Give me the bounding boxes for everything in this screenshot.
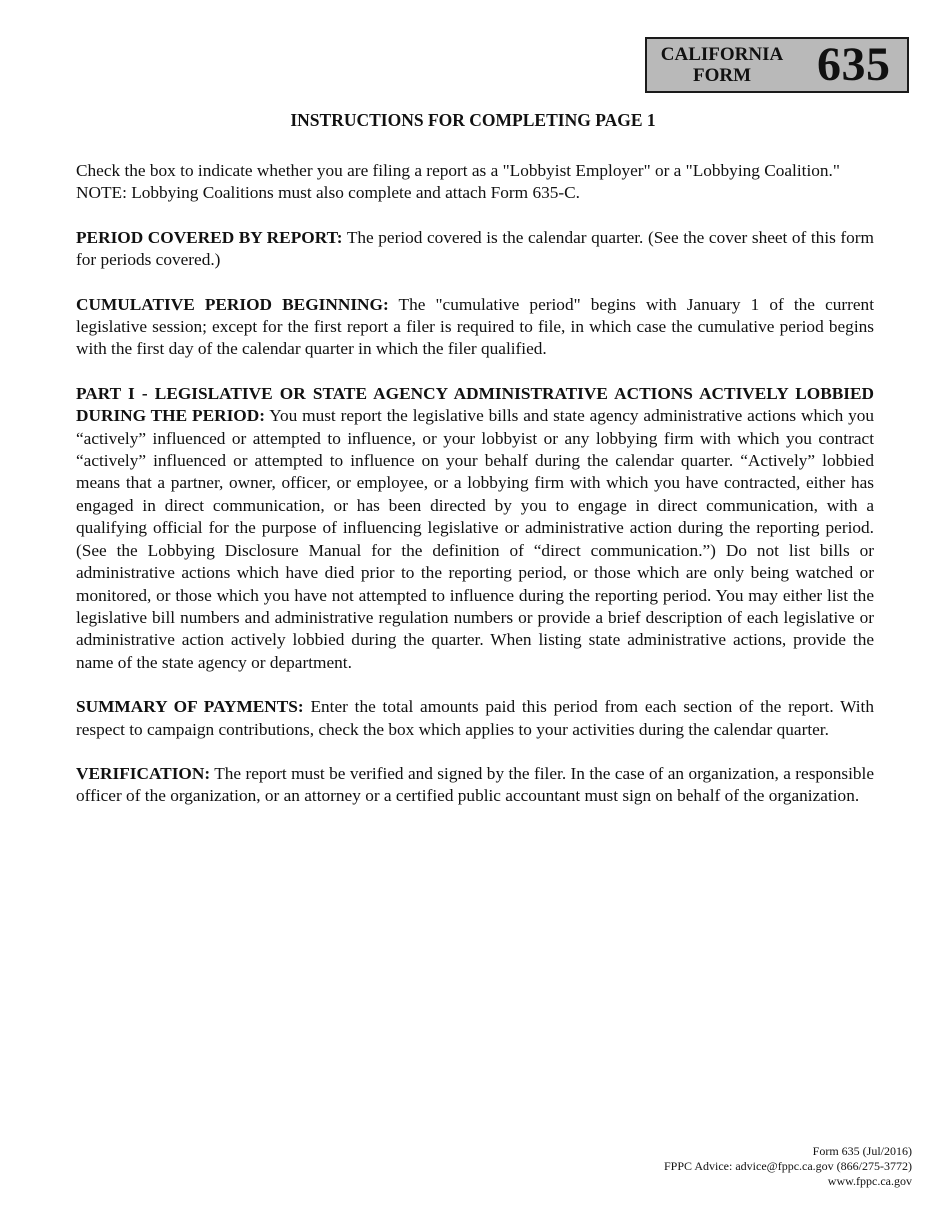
form-number: 635 [817, 38, 891, 91]
cumulative-period-heading: CUMULATIVE PERIOD BEGINNING: [76, 294, 389, 314]
filer-type-text: Check the box to indicate whether you are filing a report as a "Lobbyist Employer" or a "Lobbying Coalition." NOTE: Lobbying Coalitions must also complete and attach Form 635-C. [76, 161, 840, 203]
period-covered-heading: PERIOD COVERED BY REPORT: [76, 227, 343, 247]
page-title: INSTRUCTIONS FOR COMPLETING PAGE 1 [290, 110, 656, 130]
part-one-text: You must report the legislative bills and state agency administrative actions which you “actively” influenced or attempted to influence, or your lobbyist or any lobbying firm with which you contract “actively” influenced or attempted to influence on your behalf during the calendar quarter. “Actively” lobbied means that a partner, owner, officer, or employee, or a lobbying firm with which you have contracted, either has engaged in direct communication, or has been directed by you to engage in direct communication, with a qualifying official for the purpose of influencing legislative or administrative action during the reporting period. (See the Lobbying Disclosure Manual for the definition of “direct communication.”) Do not list bills or administrative actions which have died prior to the reporting period, or those which are only being watched or monitored, or those which you have not attempted to influence during the reporting period. You may either list the legislative bill numbers and administrative regulation numbers or provide a brief description of each legislative or administrative action actively lobbied during the quarter. When listing state administrative actions, provide the name of the state agency or department. [76, 406, 874, 672]
summary-of-payments-text: Enter the total amounts paid this period from each section of the report. With respect to campaign contributions, check the box which applies to your activities during the calendar quarter. [76, 697, 874, 739]
badge-line-california: CALIFORNIA [660, 44, 784, 65]
part-one-heading: PART I - LEGISLATIVE OR STATE AGENCY ADMINISTRATIVE ACTIONS ACTIVELY LOBBIED DURING THE PERIOD: [76, 383, 874, 426]
verification-section [76, 763, 874, 808]
verification-heading: VERIFICATION: [76, 763, 211, 783]
part-one-section [76, 383, 874, 674]
cumulative-period-text: The "cumulative period" begins with January 1 of the current legislative session; except for the first report a filer is required to file, in which case the cumulative period begins with the first day of the calendar quarter in which the filer qualified. [76, 294, 875, 359]
form-number-badge [645, 37, 909, 93]
cumulative-period-section [76, 294, 874, 361]
period-covered-section [76, 227, 874, 272]
period-covered-text: The period covered is the calendar quarter. (See the cover sheet of this form for periods covered.) [76, 227, 874, 270]
verification-text: The report must be verified and signed by the filer. In the case of an organization, a responsible officer of the organization, or an attorney or a certified public accountant must sign on behalf of the organization. [76, 763, 874, 806]
badge-label [647, 44, 797, 86]
summary-of-payments-heading: SUMMARY OF PAYMENTS: [76, 697, 304, 717]
footer-website: www.fppc.ca.gov [827, 1174, 912, 1188]
instructions-body [76, 160, 874, 830]
page-footer [664, 1144, 912, 1189]
filer-type-instructions [76, 160, 874, 205]
badge-line-form: FORM [692, 65, 752, 86]
footer-advice-contact: FPPC Advice: advice@fppc.ca.gov (866/275-3772) [663, 1159, 912, 1173]
summary-of-payments-section [76, 696, 874, 741]
footer-form-version: Form 635 (Jul/2016) [812, 1144, 912, 1158]
